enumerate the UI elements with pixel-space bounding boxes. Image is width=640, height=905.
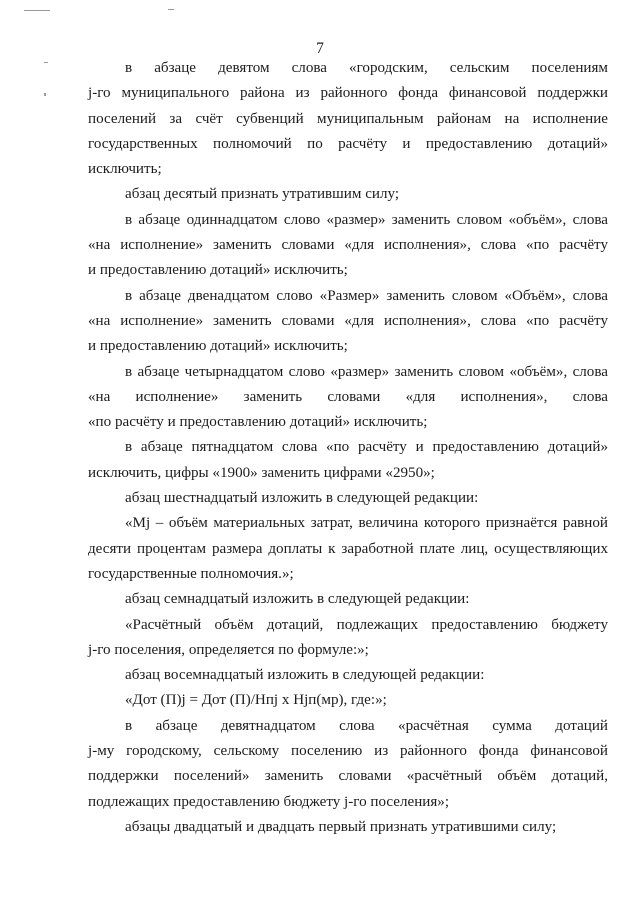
text-line: абзац восемнадцатый изложить в следующей редакции: — [125, 667, 485, 684]
text-line: абзац шестнадцатый изложить в следующей редакции: — [125, 490, 479, 507]
scan-mark-top-left — [24, 10, 50, 11]
text-line: государственные полномочия.»; — [88, 565, 294, 582]
page-number: 7 — [316, 40, 324, 57]
paragraph — [88, 360, 608, 436]
text-line: в абзаце девятом слова «городским, сельским поселениям — [125, 60, 608, 76]
scan-mark-left-2 — [44, 93, 46, 96]
text-line: абзацы двадцатый и двадцать первый признать утратившими силу; — [125, 818, 557, 835]
text-line: в абзаце двенадцатом слово «Размер» заменить словом «Объём», слова — [125, 287, 608, 304]
text-line: j-му городскому, сельскому поселению из районного фонда финансовой — [88, 743, 608, 760]
paragraph — [88, 613, 608, 664]
text-line: в абзаце четырнадцатом слово «размер» заменить словом «объём», слова — [125, 363, 608, 380]
scan-mark-top — [168, 9, 174, 10]
text-line: десяти процентам размера доплаты к заработной плате лиц, осуществляющих — [88, 540, 608, 557]
text-line: j-го поселения, определяется по формуле:»; — [88, 641, 369, 658]
text-line: в абзаце пятнадцатом слова «по расчёту и предоставлению дотаций» — [125, 439, 608, 456]
text-line: исключить; — [88, 161, 162, 178]
text-line: подлежащих предоставлению бюджету j-го поселения»; — [88, 793, 450, 810]
text-line: и предоставлению дотаций» исключить; — [88, 338, 348, 355]
text-line: «на исполнение» заменить словами «для исполнения», слова — [88, 388, 608, 405]
paragraph — [88, 486, 608, 511]
text-line: в абзаце одиннадцатом слово «размер» заменить словом «объём», слова — [125, 211, 608, 228]
paragraph — [88, 815, 608, 840]
text-line: абзац семнадцатый изложить в следующей редакции: — [125, 591, 470, 608]
paragraph — [88, 56, 608, 182]
text-line: «на исполнение» заменить словами «для исполнения», слова «по расчёту — [88, 237, 608, 254]
text-line: исключить, цифры «1900» заменить цифрами «2950»; — [88, 464, 435, 481]
text-line: j-го муниципального района из районного фонда финансовой поддержки — [88, 85, 608, 102]
paragraph — [88, 208, 608, 284]
paragraph — [88, 587, 608, 612]
text-line: государственных полномочий по расчёту и предоставлению дотаций» — [88, 135, 608, 152]
paragraph — [88, 182, 608, 207]
paragraph — [88, 435, 608, 486]
text-line: «по расчёту и предоставлению дотаций» исключить; — [88, 414, 428, 431]
paragraph — [88, 688, 608, 713]
text-line: в абзаце девятнадцатом слова «расчётная сумма дотаций — [125, 717, 608, 734]
text-line: «Мj – объём материальных затрат, величина которого признаётся равной — [125, 515, 608, 532]
text-line: «Дот (П)j = Дот (П)/Нпj х Hjп(мр), где:»; — [125, 692, 387, 709]
text-line: абзац десятый признать утратившим силу; — [125, 186, 400, 203]
text-line: «на исполнение» заменить словами «для исполнения», слова «по расчёту — [88, 312, 608, 329]
scan-mark-left-1 — [44, 62, 48, 63]
document-body — [88, 56, 608, 840]
text-line: и предоставлению дотаций» исключить; — [88, 262, 348, 279]
paragraph — [88, 714, 608, 815]
paragraph — [88, 511, 608, 587]
text-line: поселений за счёт субвенций муниципальным районам на исполнение — [88, 110, 608, 127]
paragraph — [88, 284, 608, 360]
text-line: поддержки поселений» заменить словами «расчётный объём дотаций, — [88, 768, 608, 785]
paragraph — [88, 663, 608, 688]
text-line: «Расчётный объём дотаций, подлежащих предоставлению бюджету — [125, 616, 608, 633]
